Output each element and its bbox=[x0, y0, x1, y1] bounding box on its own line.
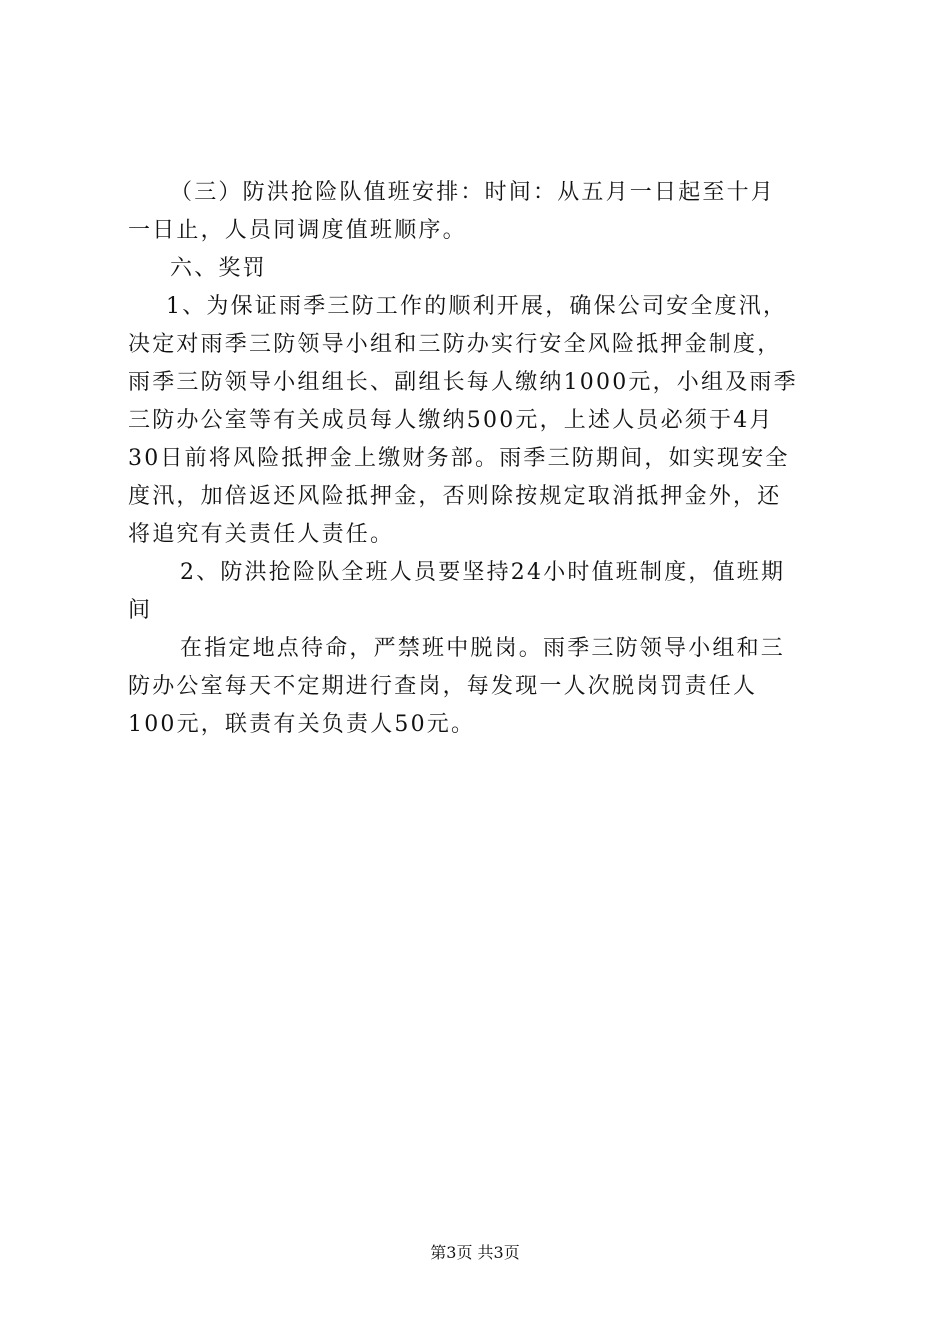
section-heading: 六、奖罚 bbox=[170, 256, 267, 281]
paragraph-line: 间 bbox=[128, 598, 153, 623]
paragraph-line: 将追究有关责任人责任。 bbox=[128, 522, 395, 547]
paragraph-line: 2、防洪抢险队全班人员要坚持24小时值班制度，值班期 bbox=[180, 560, 786, 585]
document-body bbox=[128, 174, 834, 744]
paragraph-line: 决定对雨季三防领导小组和三防办实行安全风险抵押金制度， bbox=[128, 332, 782, 357]
paragraph-line: 100元，联责有关负责人50元。 bbox=[128, 712, 476, 737]
paragraph-line: （三）防洪抢险队值班安排：时间：从五月一日起至十月 bbox=[170, 180, 776, 205]
page-number-footer: 第3页 共3页 bbox=[430, 1243, 520, 1262]
paragraph-line: 在指定地点待命，严禁班中脱岗。雨季三防领导小组和三 bbox=[180, 636, 786, 661]
paragraph-line: 一日止，人员同调度值班顺序。 bbox=[128, 218, 467, 243]
paragraph-line: 1、为保证雨季三防工作的顺利开展，确保公司安全度汛， bbox=[166, 294, 788, 319]
paragraph-line: 三防办公室等有关成员每人缴纳500元，上述人员必须于4月 bbox=[128, 408, 774, 433]
paragraph-line: 防办公室每天不定期进行查岗，每发现一人次脱岗罚责任人 bbox=[128, 674, 758, 699]
paragraph-line: 雨季三防领导小组组长、副组长每人缴纳1000元，小组及雨季 bbox=[128, 370, 798, 395]
paragraph-line: 度汛，加倍返还风险抵押金，否则除按规定取消抵押金外，还 bbox=[128, 484, 782, 509]
paragraph-line: 30日前将风险抵押金上缴财务部。雨季三防期间，如实现安全 bbox=[128, 446, 790, 471]
